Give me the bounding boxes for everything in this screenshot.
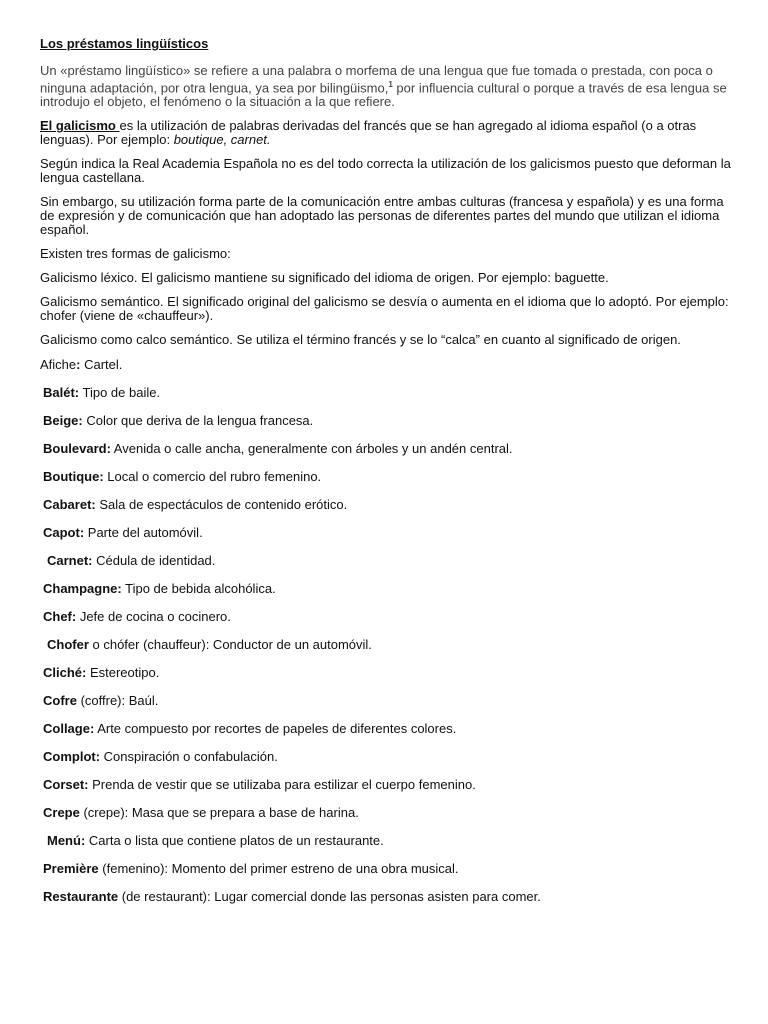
glossary-item: [40, 385, 740, 401]
glossary-colon: :: [76, 357, 81, 373]
glossary-term: Menú:: [47, 833, 86, 849]
glossary-definition: o chófer (chauffeur): Conductor de un automóvil.: [88, 637, 372, 653]
document-title: Los préstamos lingüísticos: [40, 36, 209, 51]
galicismo-term: El galicismo: [40, 118, 120, 134]
glossary-item: [40, 805, 740, 821]
glossary-item: [40, 861, 740, 877]
glossary-item: [40, 357, 740, 373]
glossary-term: Restaurante: [43, 889, 119, 905]
glossary-definition: Tipo de bebida alcohólica.: [121, 581, 276, 597]
glossary-item: [40, 609, 740, 625]
glossary-definition: Arte compuesto por recortes de papeles de diferentes colores.: [94, 721, 457, 737]
glossary-item: [40, 749, 740, 765]
glossary-item: [40, 441, 740, 457]
glossary-term: Cliché:: [43, 665, 87, 681]
glossary-term: Collage:: [43, 721, 95, 737]
glossary-definition: Local o comercio del rubro femenino.: [103, 469, 322, 485]
glossary-definition: (crepe): Masa que se prepara a base de harina.: [79, 805, 359, 821]
glossary-term: Corset:: [43, 777, 89, 793]
paragraph: Existen tres formas de galicismo:: [40, 246, 231, 262]
glossary-item: [40, 581, 740, 597]
glossary-item: [40, 777, 740, 793]
glossary-definition: Prenda de vestir que se utilizaba para estilizar el cuerpo femenino.: [88, 777, 476, 793]
document-body: [40, 36, 740, 917]
glossary-definition: Parte del automóvil.: [84, 525, 203, 541]
paragraph: Galicismo como calco semántico. Se utiliza el término francés y se lo “calca” en cuanto al significado de origen.: [40, 332, 681, 348]
galicismo-text: es la utilización de palabras derivadas del francés que se han agregado al idioma español (o a otras lenguas). Por ejemplo:: [40, 118, 697, 148]
glossary-definition: Avenida o calle ancha, generalmente con árboles y un andén central.: [110, 441, 513, 457]
glossary-definition: Sala de espectáculos de contenido erótico.: [95, 497, 348, 513]
glossary-definition: Carta o lista que contiene platos de un restaurante.: [85, 833, 384, 849]
glossary-definition: Jefe de cocina o cocinero.: [76, 609, 231, 625]
paragraph: Sin embargo, su utilización forma parte de la comunicación entre ambas culturas (francesa y española) y es una forma de expresión y de comunicación que han adoptado las personas de diferentes partes del mundo que utilizan el idioma español.: [40, 194, 724, 238]
glossary-item: [40, 525, 740, 541]
glossary-item: [40, 693, 740, 709]
glossary-item: [40, 721, 740, 737]
glossary-definition: Tipo de baile.: [79, 385, 161, 401]
galicismo-definition: [40, 119, 740, 147]
glossary-term: Cabaret:: [43, 497, 96, 513]
glossary-term: Champagne:: [43, 581, 122, 597]
glossary-term: Première: [43, 861, 99, 877]
glossary-term: Cofre: [43, 693, 77, 709]
footnote-marker: 1: [388, 80, 393, 89]
glossary-term: Balét:: [43, 385, 80, 401]
glossary-item: [40, 665, 740, 681]
glossary-definition: Cartel.: [80, 357, 123, 373]
glossary-term: Boutique:: [43, 469, 104, 485]
glossary-term: Afiche: [40, 357, 77, 373]
glossary-term: Beige:: [43, 413, 83, 429]
intro-paragraph: [40, 64, 740, 109]
glossary-term: Crepe: [43, 805, 80, 821]
glossary-definition: (femenino): Momento del primer estreno de una obra musical.: [98, 861, 459, 877]
glossary-definition: Cédula de identidad.: [92, 553, 216, 569]
intro-text-continued: por influencia cultural o porque a través de esa lengua se introdujo el objeto, el fenómeno o la situación a la que refiere.: [40, 80, 727, 110]
glossary-item: [40, 497, 740, 513]
glossary-item: [40, 889, 740, 905]
glossary-term: Complot:: [43, 749, 101, 765]
galicismo-examples: boutique, carnet.: [173, 132, 271, 148]
glossary-definition: (de restaurant): Lugar comercial donde las personas asisten para comer.: [118, 889, 541, 905]
glossary-item: [40, 469, 740, 485]
glossary-definition: Estereotipo.: [86, 665, 160, 681]
paragraph: Según indica la Real Academia Española no es del todo correcta la utilización de los galicismos puesto que deforman la lengua castellana.: [40, 156, 731, 186]
glossary-item: [40, 833, 740, 849]
glossary-item: [40, 637, 740, 653]
glossary-term: Chef:: [43, 609, 77, 625]
glossary-item: [40, 413, 740, 429]
glossary-term: Carnet:: [47, 553, 93, 569]
glossary-definition: Conspiración o confabulación.: [100, 749, 278, 765]
glossary-term: Capot:: [43, 525, 85, 541]
paragraph: Galicismo semántico. El significado original del galicismo se desvía o aumenta en el idioma que lo adoptó. Por ejemplo: chofer (viene de «chauffeur»).: [40, 294, 729, 324]
glossary-term: Boulevard:: [43, 441, 111, 457]
glossary-term: Chofer: [47, 637, 89, 653]
glossary-item: [40, 553, 740, 569]
intro-text: Un «préstamo lingüístico» se refiere a una palabra o morfema de una lengua que fue tomada o prestada, con poca o ninguna adaptación, por otra lengua, ya sea por bilingüismo,: [40, 63, 713, 96]
glossary-definition: Color que deriva de la lengua francesa.: [82, 413, 314, 429]
glossary-definition: (coffre): Baúl.: [76, 693, 159, 709]
paragraph: Galicismo léxico. El galicismo mantiene su significado del idioma de origen. Por ejemplo: baguette.: [40, 270, 609, 286]
